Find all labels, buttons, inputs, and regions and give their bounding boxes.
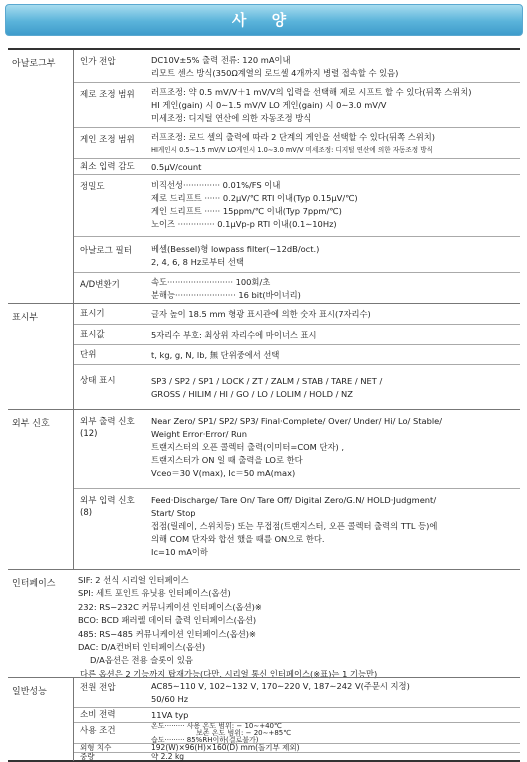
value-line: 의해 COM 단자와 합선 했을 때를 ON으로 한다. [151, 534, 325, 544]
row-label: 외형 치수 [80, 743, 112, 752]
row-label [80, 416, 135, 440]
value-line: Near Zero/ SP1/ SP2/ SP3/ Final·Complete/ Over/ Under/ Hi/ Lo/ Stable/ [151, 416, 443, 426]
table-row [74, 158, 520, 175]
table-row [74, 272, 520, 304]
section-external-signal [8, 409, 520, 570]
section-label: 인터페이스 [12, 579, 56, 589]
value-line: Start/ Stop [151, 508, 196, 518]
value-line: 11VA typ [151, 710, 189, 720]
interface-note: D/A옵션은 전용 슬롯이 있음 [90, 655, 193, 666]
row-label: 중량 [80, 752, 95, 761]
value-line: 제로 드리프트 ······ 0.2μV/℃ RTI 이내(Typ 0.15μV/℃) [151, 193, 358, 203]
row-value [151, 161, 201, 174]
section-display [8, 303, 520, 410]
row-label: 소비 전력 [80, 710, 116, 720]
value-line: 트랜지스터가 ON 일 때 출력을 LO로 한다 [151, 455, 303, 465]
value-line: 분해능······················· 16 bit(바이너리) [151, 290, 301, 300]
table-row [74, 722, 520, 744]
value-line: 보존 온도 범위: − 20∼+85℃ [196, 729, 292, 737]
section-interface [8, 569, 520, 678]
value-line: HI 게인(gain) 시 0∼1.5 mV/V LO 게인(gain) 시 0∼3.0 mV/V [151, 100, 387, 110]
value-line: Ic=10 mA이하 [151, 547, 208, 557]
interface-item: DAC: D/A컨버터 인터페이스(옵션) [78, 642, 206, 653]
table-row [74, 488, 520, 571]
row-value [151, 179, 358, 231]
row-label: 게인 조정 범위 [80, 135, 135, 145]
row-value [151, 375, 382, 401]
interface-item: SPI: 세트 포인트 유닛용 인터페이스(옵션) [78, 588, 231, 599]
row-value [151, 415, 442, 480]
interface-item: SIF: 2 선식 시리얼 인터페이스 [78, 575, 189, 585]
table-row [74, 364, 520, 411]
row-label: 인가 전압 [80, 57, 116, 67]
row-label-text: 외부 입력 신호 [80, 496, 135, 506]
row-label-count: (12) [80, 429, 98, 439]
value-line: 50/60 Hz [151, 694, 189, 704]
row-value [151, 243, 319, 269]
table-row [74, 752, 520, 762]
value-line: 트랜지스터의 오픈 콜렉터 출력(이미터=COM 단자) , [151, 442, 344, 452]
section-label: 외부 신호 [12, 419, 50, 429]
value-line: 온도········· 사용 온도 범위: − 10∼+40℃ [151, 722, 282, 730]
value-line: 약 2.2 kg [151, 752, 185, 761]
interface-note: 다른 옵션은 2 기능까지 탑재가능(다만, 시리얼 통신 인터페이스(※표)는 1 기능만) [80, 668, 378, 679]
interface-item: 232: RS−232C 커뮤니케이션 인터페이스(옵션)※ [78, 601, 262, 612]
row-label-count: (8) [80, 508, 93, 518]
table-row [74, 410, 520, 488]
row-value [151, 349, 279, 362]
row-value [151, 723, 291, 744]
table-row [74, 236, 520, 273]
row-label: 아날로그 필터 [80, 246, 132, 256]
row-label: 전원 전압 [80, 683, 116, 693]
row-label [80, 495, 135, 519]
row-value [151, 743, 300, 752]
value-line: 게인 드리프트 ······ 15ppm/℃ 이내(Typ 7ppm/℃) [151, 206, 342, 216]
row-value [151, 308, 371, 321]
table-row [74, 707, 520, 723]
table-row [74, 344, 520, 365]
value-line: SP3 / SP2 / SP1 / LOCK / ZT / ZALM / STAB / TARE / NET / [151, 376, 383, 386]
row-value [151, 54, 398, 80]
value-line: 접점(릴레이, 스위치등) 또는 무접점(트랜지스터, 오픈 콜렉터 출력의 TTL 등)에 [151, 521, 438, 531]
row-label: 사용 조건 [80, 726, 116, 736]
value-line: 비직선성·············· 0.01%/FS 이내 [151, 180, 281, 190]
row-value [151, 131, 435, 157]
title-banner [5, 4, 523, 36]
value-line: 5자리수 부호: 최상위 자리수에 마이너스 표시 [151, 330, 317, 340]
row-value [151, 709, 188, 722]
spec-table [8, 48, 520, 762]
row-label: 단위 [80, 350, 97, 360]
page-title: 사 양 [231, 11, 297, 29]
section-label: 표시부 [12, 313, 39, 323]
row-value [151, 329, 317, 342]
table-row [74, 127, 520, 159]
value-line: 미세조정: 디지털 연산에 의한 자동조정 방식 [151, 113, 312, 123]
section-label: 일반성능 [12, 687, 47, 697]
table-row [74, 50, 520, 82]
value-line: Vceo＝30 V(max), Ic＝50 mA(max) [151, 468, 296, 478]
row-value [151, 276, 301, 302]
value-line: 러프조정: 약 0.5 mV/V＋1 mV/V의 입력을 선택해 제로 시프트 할 수 있다(뒤쪽 스위치) [151, 87, 472, 97]
row-value [151, 494, 437, 559]
value-line: t, kg, g, N, lb, 無 단위중에서 선택 [151, 350, 280, 360]
table-row [74, 304, 520, 324]
value-line: AC85∼110 V, 102∼132 V, 170∼220 V, 187∼242 V(주문시 지정) [151, 681, 410, 691]
value-line: 습도········· 85%RH이하(결로불가) [151, 736, 259, 744]
row-label: 표시값 [80, 330, 105, 340]
row-label: 상태 표시 [80, 376, 116, 386]
row-label-text: 외부 출력 신호 [80, 417, 135, 427]
section-analog [8, 50, 520, 303]
value-line: 0.5μV/count [151, 162, 202, 172]
value-line: Feed·Discharge/ Tare On/ Tare Off/ Digital Zero/G.N/ HOLD·Judgment/ [151, 495, 437, 505]
value-line: GROSS / HILIM / HI / GO / LO / LOLIM / HOLD / NZ [151, 389, 353, 399]
section-general [8, 677, 520, 761]
value-line: 리모트 센스 방식(350Ω계열의 로드셀 4개까지 병렬 접속할 수 있음) [151, 68, 399, 78]
value-line: 글자 높이 18.5 mm 형광 표시관에 의한 숫자 표시(7자리수) [151, 309, 371, 319]
row-value [151, 86, 472, 125]
row-label: A/D변환기 [80, 280, 120, 290]
section-label: 아날로그부 [12, 59, 56, 69]
interface-item: 485: RS−485 커뮤니케이션 인터페이스(옵션)※ [78, 628, 256, 639]
interface-item: BCO: BCD 패러렐 데이터 출력 인터페이스(옵션) [78, 615, 257, 626]
value-line: DC10V±5% 출력 전류: 120 mA이내 [151, 55, 291, 65]
row-label: 표시기 [80, 309, 105, 319]
row-label: 제로 조정 범위 [80, 90, 135, 100]
table-row [74, 174, 520, 237]
value-line: 러프조정: 로드 셀의 출력에 따라 2 단계의 게인을 선택할 수 있다(뒤쪽 스위치) [151, 132, 436, 142]
value-line: 192(W)×96(H)×160(D) mm(돌기부 제외) [151, 743, 300, 752]
value-line: 노이즈 ·············· 0.1μVp-p RTI 이내(0.1∼10Hz) [151, 219, 337, 229]
table-row [74, 82, 520, 128]
table-row [74, 678, 520, 707]
value-line: HI게인시 0.5∼1.5 mV/V LO게인시 1.0∼3.0 mV/V 미세조정: 디지털 연산에 의한 자동조정 방식 [151, 146, 434, 154]
interface-list [78, 574, 377, 681]
value-line: 베셀(Bessel)형 lowpass filter(−12dB/oct.) [151, 244, 320, 254]
row-label: 최소 입력 감도 [80, 162, 135, 172]
value-line: 속도························· 100회/초 [151, 277, 271, 287]
row-label: 정밀도 [80, 182, 105, 192]
value-line: 2, 4, 6, 8 Hz로부터 선택 [151, 257, 244, 267]
value-line: Weight Error·Error/ Run [151, 429, 247, 439]
table-row [74, 324, 520, 345]
row-value [151, 680, 410, 706]
